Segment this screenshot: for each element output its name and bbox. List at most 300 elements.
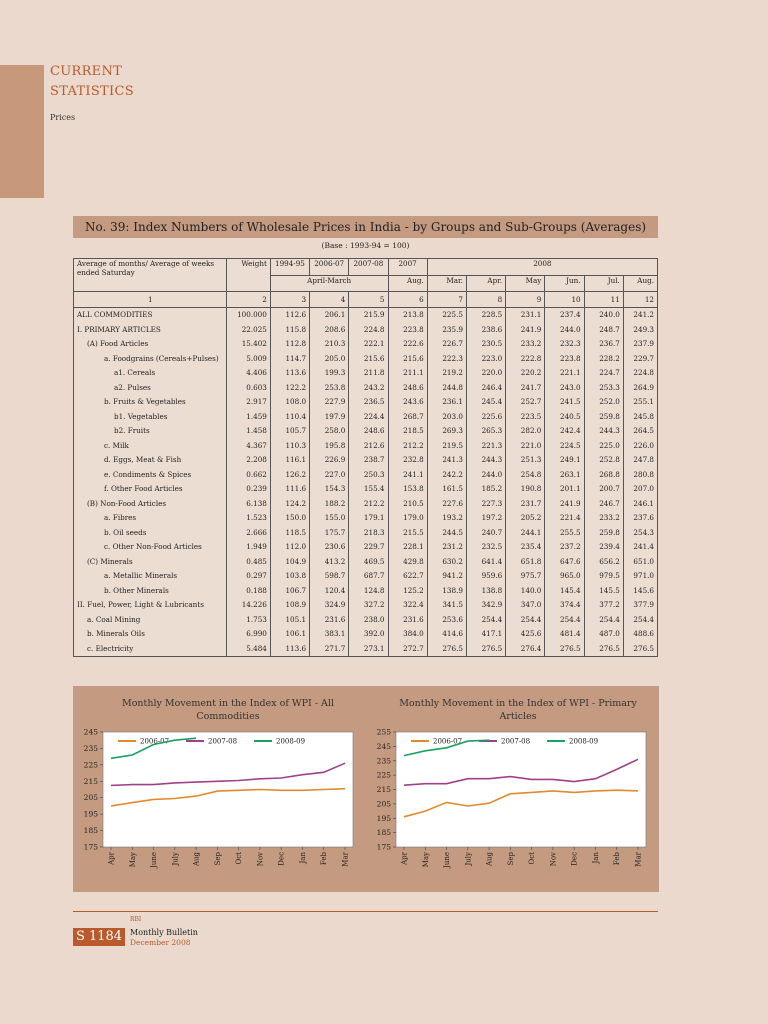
table-cell: 254.4 bbox=[623, 612, 657, 627]
x-tick-label: Dec bbox=[570, 852, 579, 866]
table-cell: 324.9 bbox=[310, 598, 349, 613]
table-cell: 236.5 bbox=[349, 395, 388, 410]
row-label: c. Milk bbox=[74, 438, 227, 453]
row-label: II. Fuel, Power, Light & Lubricants bbox=[74, 598, 227, 613]
stub-header: Average of months/ Average of weeks ended Saturday bbox=[74, 259, 227, 292]
x-tick-label: Apr bbox=[107, 852, 116, 865]
table-cell: 241.9 bbox=[545, 496, 584, 511]
table-cell: 0.662 bbox=[227, 467, 270, 482]
table-cell: 971.0 bbox=[623, 569, 657, 584]
year-header: 2007-08 bbox=[349, 259, 388, 276]
column-index: 2 bbox=[227, 292, 270, 308]
table-row bbox=[74, 453, 658, 468]
table-cell: 193.2 bbox=[427, 511, 466, 526]
table-cell: 246.4 bbox=[466, 380, 505, 395]
table-cell: 237.2 bbox=[545, 540, 584, 555]
table-cell: 240.0 bbox=[584, 307, 623, 322]
table-cell: 1.949 bbox=[227, 540, 270, 555]
table-row bbox=[74, 322, 658, 337]
y-tick-label: 175 bbox=[376, 842, 391, 852]
y-tick-label: 205 bbox=[83, 793, 98, 803]
table-cell: 227.9 bbox=[310, 395, 349, 410]
table-cell: 235.4 bbox=[506, 540, 545, 555]
table-cell: 221.0 bbox=[506, 438, 545, 453]
table-cell: 223.5 bbox=[506, 409, 545, 424]
table-cell: 6.138 bbox=[227, 496, 270, 511]
table-cell: 237.9 bbox=[623, 337, 657, 352]
table-cell: 22.025 bbox=[227, 322, 270, 337]
table-cell: 110.4 bbox=[270, 409, 309, 424]
table-cell: 429.8 bbox=[388, 554, 427, 569]
table-cell: 417.1 bbox=[466, 627, 505, 642]
x-tick-label: Feb bbox=[613, 852, 622, 866]
table-cell: 145.4 bbox=[545, 583, 584, 598]
table-cell: 413.2 bbox=[310, 554, 349, 569]
table-cell: 112.8 bbox=[270, 337, 309, 352]
x-tick-label: Oct bbox=[528, 852, 537, 865]
table-cell: 226.7 bbox=[427, 337, 466, 352]
table-cell: 487.0 bbox=[584, 627, 623, 642]
table-cell: 237.6 bbox=[623, 511, 657, 526]
x-tick-label: July bbox=[464, 852, 473, 866]
table-cell: 175.7 bbox=[310, 525, 349, 540]
table-cell: 6.990 bbox=[227, 627, 270, 642]
table-cell: 236.1 bbox=[427, 395, 466, 410]
table-cell: 225.5 bbox=[427, 307, 466, 322]
table-cell: 233.2 bbox=[506, 337, 545, 352]
column-index: 12 bbox=[623, 292, 657, 308]
table-cell: 244.8 bbox=[427, 380, 466, 395]
table-cell: 226.0 bbox=[623, 438, 657, 453]
table-cell: 263.1 bbox=[545, 467, 584, 482]
table-cell: 230.5 bbox=[466, 337, 505, 352]
table-cell: 210.3 bbox=[310, 337, 349, 352]
year-header: 2008 bbox=[427, 259, 657, 276]
table-cell: 0.239 bbox=[227, 482, 270, 497]
table-cell: 124.2 bbox=[270, 496, 309, 511]
charts-panel bbox=[73, 686, 659, 892]
table-cell: 241.7 bbox=[506, 380, 545, 395]
footer-date: December 2008 bbox=[130, 938, 191, 947]
table-cell: 979.5 bbox=[584, 569, 623, 584]
table-cell: 231.2 bbox=[427, 540, 466, 555]
row-label: b. Other Minerals bbox=[74, 583, 227, 598]
table-cell: 241.4 bbox=[623, 540, 657, 555]
title-line-2: STATISTICS bbox=[50, 84, 134, 99]
table-row bbox=[74, 467, 658, 482]
row-label: (A) Food Articles bbox=[74, 337, 227, 352]
table-cell: 276.5 bbox=[427, 641, 466, 656]
table-cell: 264.5 bbox=[623, 424, 657, 439]
table-cell: 656.2 bbox=[584, 554, 623, 569]
table-cell: 240.5 bbox=[545, 409, 584, 424]
legend-label: 2006-07 bbox=[140, 737, 170, 746]
column-index: 9 bbox=[506, 292, 545, 308]
table-cell: 244.3 bbox=[584, 424, 623, 439]
table-cell: 241.5 bbox=[545, 395, 584, 410]
table-cell: 282.0 bbox=[506, 424, 545, 439]
table-cell: 155.4 bbox=[349, 482, 388, 497]
table-cell: 276.5 bbox=[623, 641, 657, 656]
table-cell: 392.0 bbox=[349, 627, 388, 642]
table-cell: 188.2 bbox=[310, 496, 349, 511]
table-cell: 254.4 bbox=[545, 612, 584, 627]
year-header: 1994-95 bbox=[270, 259, 309, 276]
y-tick-label: 245 bbox=[83, 727, 98, 737]
table-row bbox=[74, 496, 658, 511]
table-cell: 112.6 bbox=[270, 307, 309, 322]
table-cell: 231.6 bbox=[310, 612, 349, 627]
column-index: 8 bbox=[466, 292, 505, 308]
table-cell: 276.5 bbox=[466, 641, 505, 656]
month-header: Aug. bbox=[623, 275, 657, 292]
column-index: 1 bbox=[74, 292, 227, 308]
x-tick-label: Oct bbox=[235, 852, 244, 865]
table-cell: 221.4 bbox=[545, 511, 584, 526]
row-label: a. Metallic Minerals bbox=[74, 569, 227, 584]
weight-header: Weight bbox=[227, 259, 270, 292]
table-cell: 213.8 bbox=[388, 307, 427, 322]
table-cell: 5.484 bbox=[227, 641, 270, 656]
table-cell: 248.6 bbox=[388, 380, 427, 395]
table-row bbox=[74, 641, 658, 656]
table-row bbox=[74, 409, 658, 424]
table-cell: 249.1 bbox=[545, 453, 584, 468]
table-cell: 140.0 bbox=[506, 583, 545, 598]
table-cell: 221.3 bbox=[466, 438, 505, 453]
x-tick-label: Aug bbox=[192, 852, 201, 867]
table-cell: 342.9 bbox=[466, 598, 505, 613]
table-row bbox=[74, 438, 658, 453]
x-tick-label: Nov bbox=[256, 852, 265, 867]
table-cell: 258.0 bbox=[310, 424, 349, 439]
y-tick-label: 225 bbox=[376, 770, 391, 780]
table-cell: 226.9 bbox=[310, 453, 349, 468]
table-row bbox=[74, 598, 658, 613]
table-cell: 622.7 bbox=[388, 569, 427, 584]
column-index: 3 bbox=[270, 292, 309, 308]
y-tick-label: 245 bbox=[376, 741, 391, 751]
y-tick-label: 185 bbox=[83, 826, 98, 836]
table-cell: 280.8 bbox=[623, 467, 657, 482]
table-cell: 242.4 bbox=[545, 424, 584, 439]
year-header: 2007 bbox=[388, 259, 427, 276]
table-cell: 259.8 bbox=[584, 525, 623, 540]
table-cell: 5.009 bbox=[227, 351, 270, 366]
table-row bbox=[74, 337, 658, 352]
table-cell: 244.5 bbox=[427, 525, 466, 540]
table-cell: 414.6 bbox=[427, 627, 466, 642]
table-cell: 241.3 bbox=[427, 453, 466, 468]
table-cell: 469.5 bbox=[349, 554, 388, 569]
title-line-1: CURRENT bbox=[50, 64, 123, 79]
section-title bbox=[50, 62, 134, 102]
table-cell: 377.2 bbox=[584, 598, 623, 613]
table-cell: 246.7 bbox=[584, 496, 623, 511]
table-cell: 4.367 bbox=[227, 438, 270, 453]
table-cell: 227.6 bbox=[427, 496, 466, 511]
row-label: d. Eggs, Meat & Fish bbox=[74, 453, 227, 468]
table-cell: 1.753 bbox=[227, 612, 270, 627]
footer-rule bbox=[73, 911, 658, 912]
table-cell: 1.523 bbox=[227, 511, 270, 526]
table-cell: 145.6 bbox=[623, 583, 657, 598]
table-title: No. 39: Index Numbers of Wholesale Prices in India - by Groups and Sub-Groups (Averages) bbox=[73, 216, 658, 238]
table-cell: 215.5 bbox=[388, 525, 427, 540]
table-cell: 215.6 bbox=[349, 351, 388, 366]
table-cell: 238.7 bbox=[349, 453, 388, 468]
table-cell: 211.1 bbox=[388, 366, 427, 381]
column-index: 10 bbox=[545, 292, 584, 308]
table-cell: 276.5 bbox=[545, 641, 584, 656]
table-cell: 276.4 bbox=[506, 641, 545, 656]
table-row bbox=[74, 612, 658, 627]
table-cell: 0.188 bbox=[227, 583, 270, 598]
table-cell: 116.1 bbox=[270, 453, 309, 468]
month-header: May bbox=[506, 275, 545, 292]
row-label: a. Fibres bbox=[74, 511, 227, 526]
table-row bbox=[74, 554, 658, 569]
table-cell: 651.8 bbox=[506, 554, 545, 569]
table-cell: 271.7 bbox=[310, 641, 349, 656]
table-cell: 223.0 bbox=[466, 351, 505, 366]
table-cell: 206.1 bbox=[310, 307, 349, 322]
table-row bbox=[74, 380, 658, 395]
table-cell: 347.0 bbox=[506, 598, 545, 613]
row-label: c. Electricity bbox=[74, 641, 227, 656]
column-index: 6 bbox=[388, 292, 427, 308]
table-cell: 220.2 bbox=[506, 366, 545, 381]
column-index: 11 bbox=[584, 292, 623, 308]
table-cell: 265.3 bbox=[466, 424, 505, 439]
table-cell: 110.3 bbox=[270, 438, 309, 453]
table-cell: 0.485 bbox=[227, 554, 270, 569]
table-cell: 383.1 bbox=[310, 627, 349, 642]
table-base-note: (Base : 1993-94 = 100) bbox=[321, 241, 410, 250]
table-cell: 245.8 bbox=[623, 409, 657, 424]
table-cell: 1.459 bbox=[227, 409, 270, 424]
table-cell: 253.3 bbox=[584, 380, 623, 395]
row-label: b. Fruits & Vegetables bbox=[74, 395, 227, 410]
legend-label: 2007-08 bbox=[208, 737, 238, 746]
y-tick-label: 175 bbox=[83, 842, 98, 852]
row-label: b. Oil seeds bbox=[74, 525, 227, 540]
row-label: a. Coal Mining bbox=[74, 612, 227, 627]
table-cell: 228.5 bbox=[466, 307, 505, 322]
table-cell: 223.8 bbox=[388, 322, 427, 337]
wpi-table-body bbox=[74, 292, 658, 657]
y-tick-label: 195 bbox=[83, 809, 98, 819]
x-tick-label: May bbox=[421, 852, 430, 868]
table-cell: 197.9 bbox=[310, 409, 349, 424]
table-cell: 219.5 bbox=[427, 438, 466, 453]
table-cell: 0.603 bbox=[227, 380, 270, 395]
table-cell: 120.4 bbox=[310, 583, 349, 598]
column-index: 4 bbox=[310, 292, 349, 308]
table-cell: 254.4 bbox=[584, 612, 623, 627]
x-tick-label: Jan bbox=[298, 852, 307, 864]
table-cell: 179.0 bbox=[388, 511, 427, 526]
table-cell: 264.9 bbox=[623, 380, 657, 395]
table-cell: 272.7 bbox=[388, 641, 427, 656]
table-cell: 211.8 bbox=[349, 366, 388, 381]
table-cell: 105.1 bbox=[270, 612, 309, 627]
table-cell: 208.6 bbox=[310, 322, 349, 337]
table-cell: 111.6 bbox=[270, 482, 309, 497]
table-row bbox=[74, 511, 658, 526]
x-tick-label: Feb bbox=[320, 852, 329, 866]
table-cell: 161.5 bbox=[427, 482, 466, 497]
y-tick-label: 195 bbox=[376, 813, 391, 823]
table-cell: 197.2 bbox=[466, 511, 505, 526]
chart-primary-articles bbox=[366, 726, 659, 888]
month-header: Jun. bbox=[545, 275, 584, 292]
table-cell: 106.7 bbox=[270, 583, 309, 598]
table-row bbox=[74, 307, 658, 322]
table-cell: 229.7 bbox=[623, 351, 657, 366]
table-cell: 232.8 bbox=[388, 453, 427, 468]
table-cell: 244.1 bbox=[506, 525, 545, 540]
table-cell: 124.8 bbox=[349, 583, 388, 598]
table-cell: 268.7 bbox=[388, 409, 427, 424]
column-index: 5 bbox=[349, 292, 388, 308]
table-cell: 205.2 bbox=[506, 511, 545, 526]
table-row bbox=[74, 627, 658, 642]
y-tick-label: 185 bbox=[376, 828, 391, 838]
table-cell: 108.0 bbox=[270, 395, 309, 410]
table-cell: 118.5 bbox=[270, 525, 309, 540]
table-cell: 150.0 bbox=[270, 511, 309, 526]
table-cell: 975.7 bbox=[506, 569, 545, 584]
table-cell: 240.7 bbox=[466, 525, 505, 540]
table-cell: 220.0 bbox=[466, 366, 505, 381]
table-cell: 341.5 bbox=[427, 598, 466, 613]
table-cell: 641.4 bbox=[466, 554, 505, 569]
y-tick-label: 235 bbox=[376, 756, 391, 766]
section-subtitle: Prices bbox=[50, 113, 76, 122]
row-label: I. PRIMARY ARTICLES bbox=[74, 322, 227, 337]
table-cell: 190.8 bbox=[506, 482, 545, 497]
column-index: 7 bbox=[427, 292, 466, 308]
footer-bulletin: Monthly Bulletin bbox=[130, 928, 198, 937]
chart-title-primary-articles: Monthly Movement in the Index of WPI - Primary Articles bbox=[399, 698, 637, 722]
chart-all-commodities bbox=[73, 726, 366, 888]
table-cell: 2.666 bbox=[227, 525, 270, 540]
table-cell: 647.6 bbox=[545, 554, 584, 569]
table-cell: 14.226 bbox=[227, 598, 270, 613]
table-cell: 238.6 bbox=[466, 322, 505, 337]
x-tick-label: May bbox=[128, 852, 137, 868]
table-cell: 239.4 bbox=[584, 540, 623, 555]
table-cell: 1.458 bbox=[227, 424, 270, 439]
table-cell: 218.3 bbox=[349, 525, 388, 540]
wpi-table bbox=[73, 258, 658, 657]
column-index-row bbox=[74, 292, 658, 308]
table-cell: 241.2 bbox=[623, 307, 657, 322]
table-cell: 215.9 bbox=[349, 307, 388, 322]
table-cell: 223.8 bbox=[545, 351, 584, 366]
table-cell: 224.4 bbox=[349, 409, 388, 424]
table-cell: 250.3 bbox=[349, 467, 388, 482]
month-header: Jul. bbox=[584, 275, 623, 292]
table-cell: 236.7 bbox=[584, 337, 623, 352]
table-cell: 221.1 bbox=[545, 366, 584, 381]
table-cell: 229.7 bbox=[349, 540, 388, 555]
table-cell: 195.8 bbox=[310, 438, 349, 453]
row-label: f. Other Food Articles bbox=[74, 482, 227, 497]
x-tick-label: Nov bbox=[549, 852, 558, 867]
month-header: Mar. bbox=[427, 275, 466, 292]
table-cell: 941.2 bbox=[427, 569, 466, 584]
table-cell: 252.7 bbox=[506, 395, 545, 410]
table-cell: 241.1 bbox=[388, 467, 427, 482]
table-cell: 377.9 bbox=[623, 598, 657, 613]
table-row bbox=[74, 569, 658, 584]
table-cell: 113.6 bbox=[270, 366, 309, 381]
table-cell: 384.0 bbox=[388, 627, 427, 642]
table-cell: 255.5 bbox=[545, 525, 584, 540]
table-cell: 227.0 bbox=[310, 467, 349, 482]
table-cell: 103.8 bbox=[270, 569, 309, 584]
x-tick-label: Sep bbox=[506, 852, 515, 866]
x-tick-label: Mar bbox=[341, 852, 350, 867]
table-cell: 651.0 bbox=[623, 554, 657, 569]
x-tick-label: Apr bbox=[400, 852, 409, 865]
table-cell: 224.8 bbox=[623, 366, 657, 381]
table-cell: 114.7 bbox=[270, 351, 309, 366]
table-cell: 219.2 bbox=[427, 366, 466, 381]
row-label: b2. Fruits bbox=[74, 424, 227, 439]
table-cell: 248.6 bbox=[349, 424, 388, 439]
table-cell: 212.6 bbox=[349, 438, 388, 453]
table-cell: 205.0 bbox=[310, 351, 349, 366]
table-cell: 233.2 bbox=[584, 511, 623, 526]
table-cell: 200.7 bbox=[584, 482, 623, 497]
table-cell: 254.4 bbox=[466, 612, 505, 627]
table-cell: 238.0 bbox=[349, 612, 388, 627]
x-tick-label: June bbox=[443, 852, 452, 868]
table-row bbox=[74, 525, 658, 540]
table-cell: 115.8 bbox=[270, 322, 309, 337]
table-cell: 249.3 bbox=[623, 322, 657, 337]
table-row bbox=[74, 424, 658, 439]
table-cell: 244.0 bbox=[466, 467, 505, 482]
table-cell: 126.2 bbox=[270, 467, 309, 482]
table-cell: 4.406 bbox=[227, 366, 270, 381]
table-cell: 243.2 bbox=[349, 380, 388, 395]
table-cell: 218.5 bbox=[388, 424, 427, 439]
x-tick-label: Dec bbox=[277, 852, 286, 866]
table-cell: 203.0 bbox=[427, 409, 466, 424]
table-cell: 210.5 bbox=[388, 496, 427, 511]
x-tick-label: Jan bbox=[591, 852, 600, 864]
table-cell: 247.8 bbox=[623, 453, 657, 468]
table-cell: 113.6 bbox=[270, 641, 309, 656]
table-cell: 959.6 bbox=[466, 569, 505, 584]
table-cell: 105.7 bbox=[270, 424, 309, 439]
row-label: (B) Non-Food Articles bbox=[74, 496, 227, 511]
table-cell: 207.0 bbox=[623, 482, 657, 497]
table-cell: 231.6 bbox=[388, 612, 427, 627]
table-cell: 246.1 bbox=[623, 496, 657, 511]
table-cell: 965.0 bbox=[545, 569, 584, 584]
x-tick-label: July bbox=[171, 852, 180, 866]
table-cell: 222.1 bbox=[349, 337, 388, 352]
table-cell: 269.3 bbox=[427, 424, 466, 439]
legend-label: 2008-09 bbox=[569, 737, 599, 746]
y-tick-label: 215 bbox=[83, 776, 98, 786]
table-row bbox=[74, 395, 658, 410]
